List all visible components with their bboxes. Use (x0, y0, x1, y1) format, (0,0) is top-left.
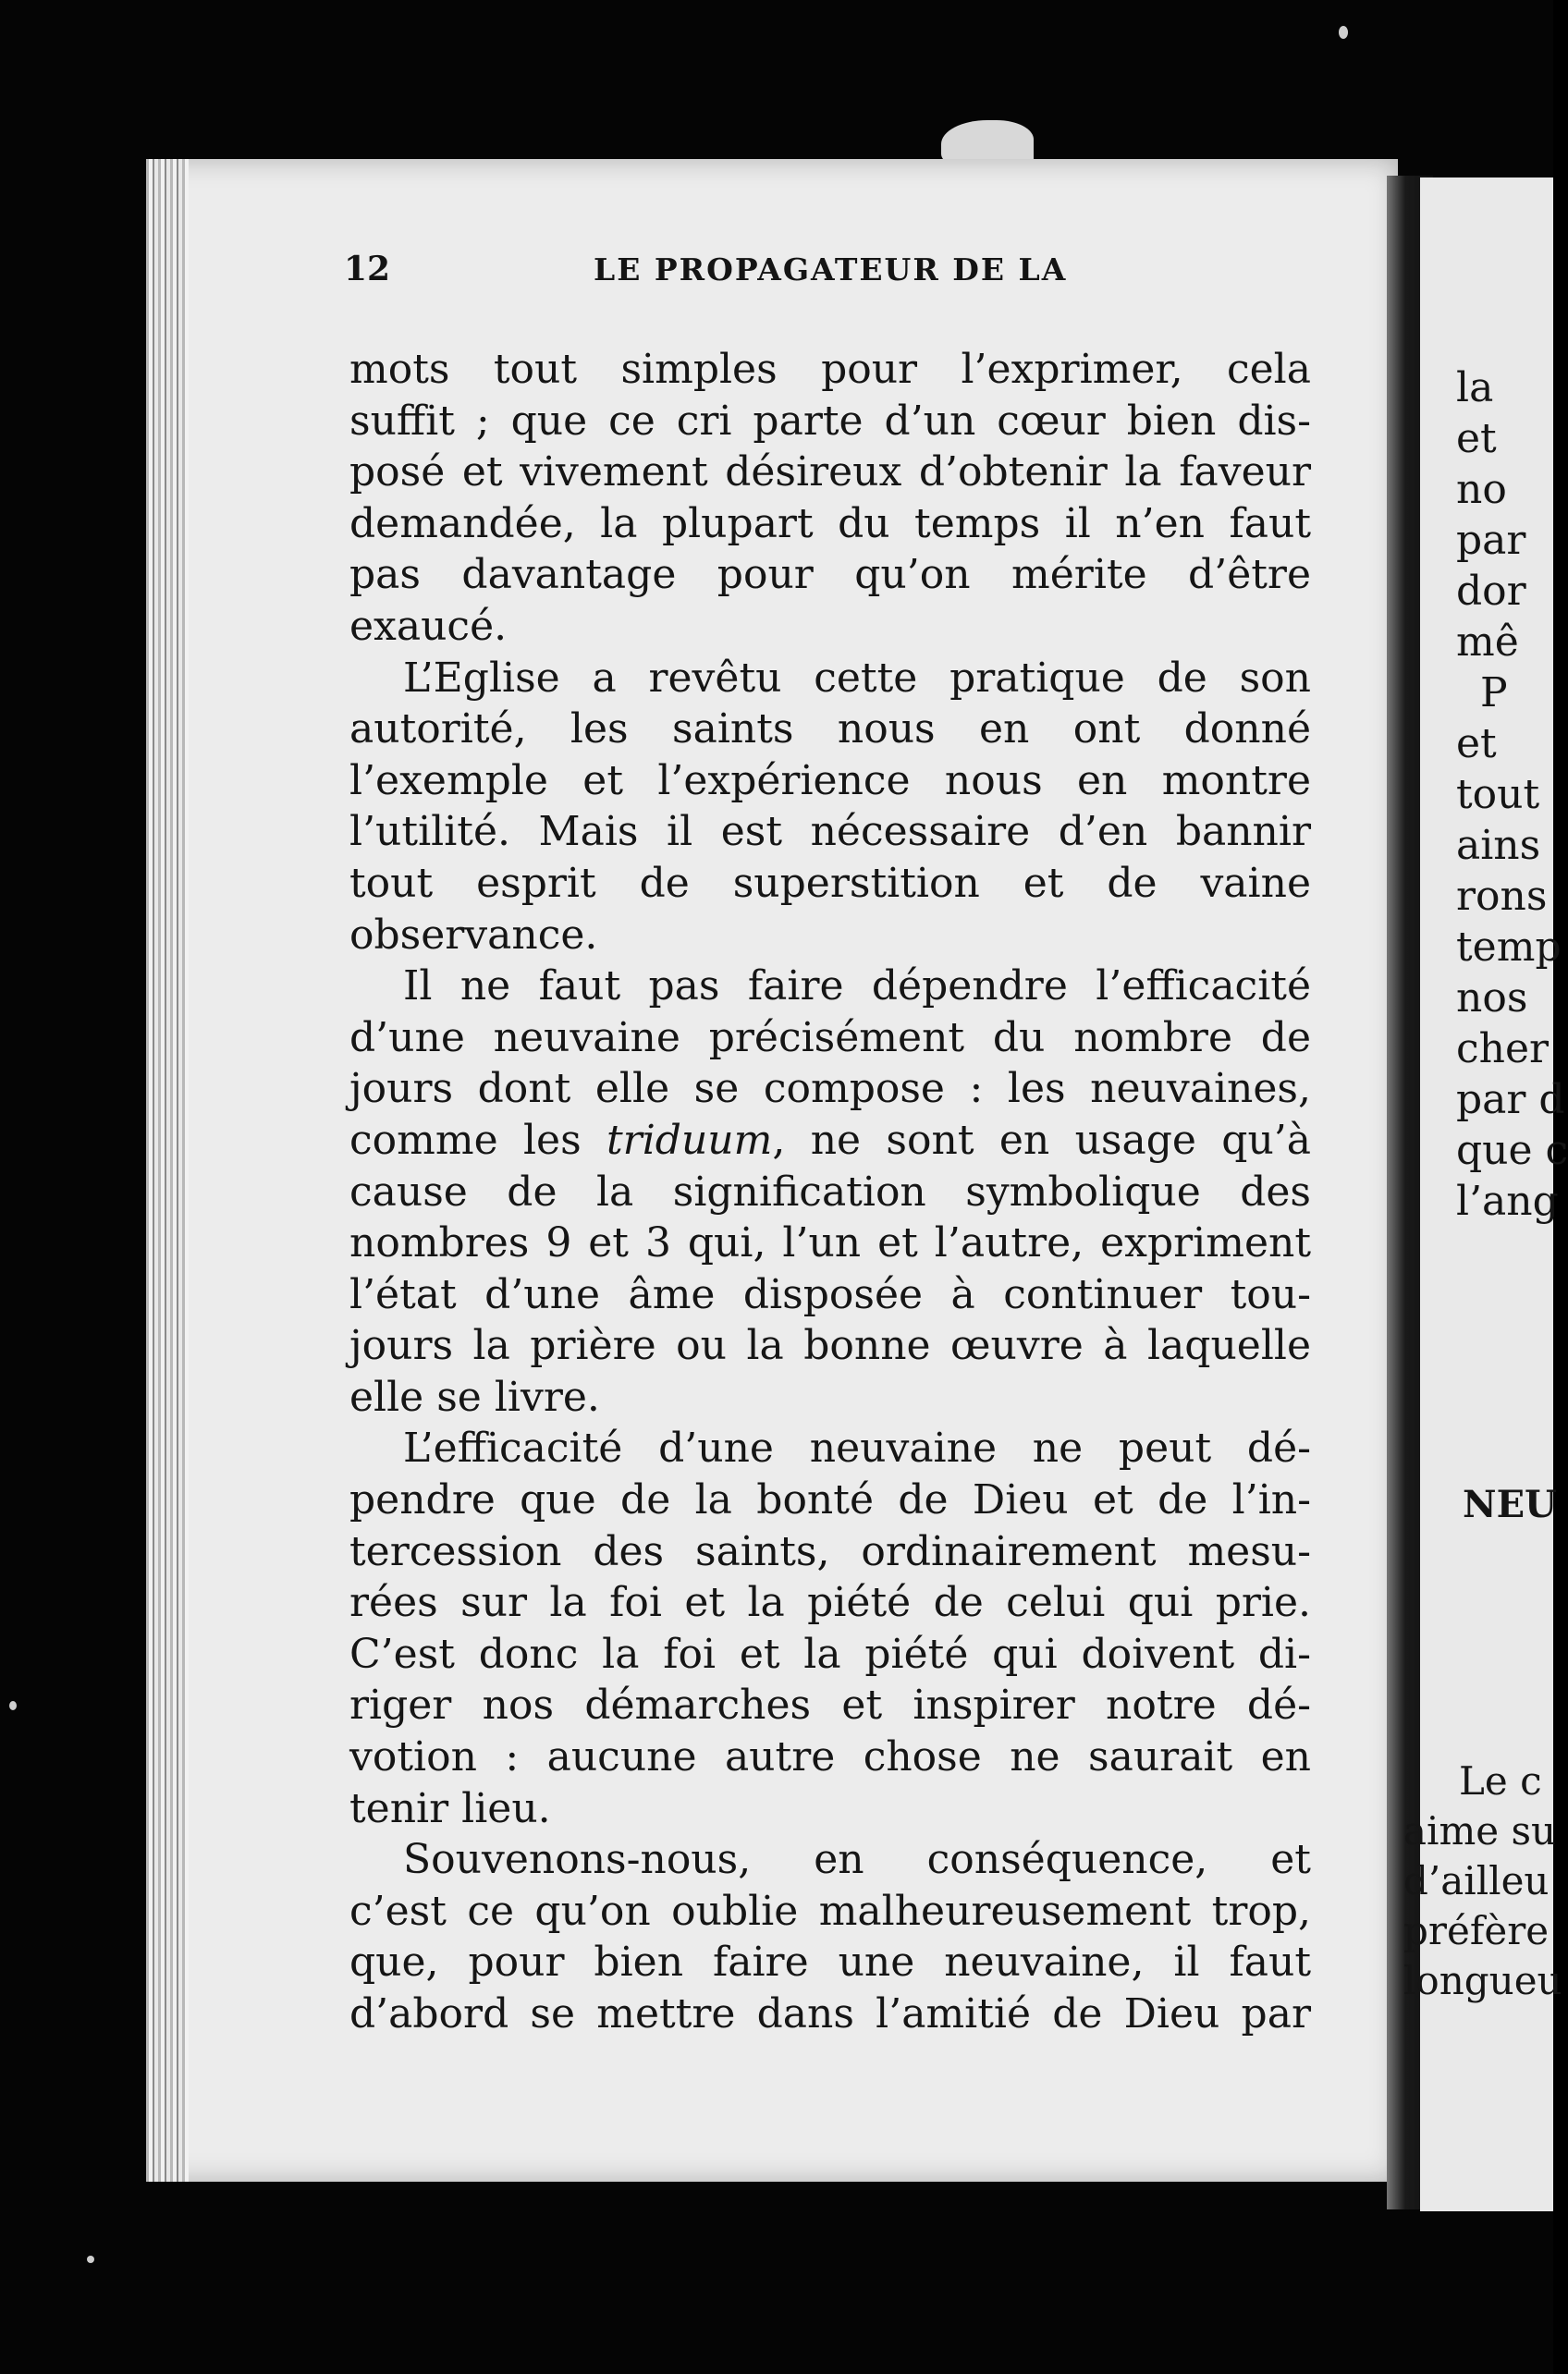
text-fragment: et (1456, 415, 1497, 462)
text-segment: , ne sont en usage qu’à (772, 1116, 1311, 1164)
text-line: posé et vivement désireux d’obtenir la faveur (349, 448, 1311, 496)
text-fragment: no (1456, 466, 1507, 513)
text-fragment: rons (1456, 873, 1548, 920)
text-line: rées sur la foi et la piété de celui qui prie. (349, 1579, 1311, 1627)
text-fragment: l’ang (1456, 1178, 1559, 1225)
text-line: cause de la signification symbolique des (349, 1168, 1311, 1216)
running-header (344, 250, 1324, 305)
text-line: votion : aucune autre chose ne saurait en (349, 1733, 1311, 1781)
text-line: c’est ce qu’on oublie malheureusement trop, (349, 1887, 1311, 1935)
text-fragment: nos (1456, 974, 1528, 1022)
text-fragment: mê (1456, 618, 1519, 666)
text-line: suffit ; que ce cri parte d’un cœur bien dis- (349, 397, 1311, 445)
text-line: Souvenons-nous, en conséquence, et (403, 1836, 1311, 1884)
text-line: observance. (349, 911, 598, 959)
text-fragment: dor (1456, 568, 1526, 615)
text-line: elle se livre. (349, 1373, 600, 1421)
text-fragment: P (1480, 669, 1508, 716)
text-fragment: longueu (1403, 1958, 1562, 2003)
text-line: L’Eglise a revêtu cette pratique de son (403, 654, 1311, 702)
text-fragment: temp (1456, 924, 1562, 971)
text-fragment: et (1456, 720, 1497, 767)
text-fragment: que c (1456, 1127, 1568, 1174)
text-fragment: tout (1456, 771, 1540, 818)
dust-speck (1339, 26, 1348, 39)
text-fragment: par (1456, 517, 1526, 564)
text-line: riger nos démarches et inspirer notre dé- (349, 1682, 1311, 1730)
text-line: exaucé. (349, 602, 508, 650)
text-line: d’une neuvaine précisément du nombre de (349, 1013, 1311, 1061)
text-segment: comme les (349, 1116, 606, 1164)
dust-speck (87, 2256, 94, 2263)
text-line: demandée, la plupart du temps il n’en faut (349, 499, 1311, 547)
text-line: tout esprit de superstition et de vaine (349, 859, 1311, 907)
text-line: L’efficacité d’une neuvaine ne peut dé- (403, 1425, 1311, 1473)
text-line: l’exemple et l’expérience nous en montre (349, 756, 1311, 804)
text-line: jours dont elle se compose : les neuvaines, (349, 1065, 1311, 1113)
text-line: que, pour bien faire une neuvaine, il faut (349, 1939, 1311, 1987)
text-line: l’état d’une âme disposée à continuer tou- (349, 1270, 1311, 1318)
text-line: l’utilité. Mais il est nécessaire d’en bannir (349, 808, 1311, 856)
text-fragment: par d (1456, 1076, 1565, 1123)
right-page-text-bottom (1403, 1756, 1562, 2006)
text-fragment: préfère (1403, 1908, 1550, 1953)
text-fragment: Le c (1459, 1758, 1542, 1804)
text-line: pas davantage pour qu’on mérite d’être (349, 551, 1311, 599)
text-fragment: cher (1456, 1025, 1550, 1072)
text-line: tercession des saints, ordinairement mesu- (349, 1527, 1311, 1575)
text-line: pendre que de la bonté de Dieu et de l’in- (349, 1476, 1311, 1524)
text-line: Il ne faut pas faire dépendre l’efficacité (403, 962, 1311, 1010)
text-line: mots tout simples pour l’exprimer, cela (349, 346, 1311, 393)
running-title: LE PROPAGATEUR DE LA (594, 251, 1068, 288)
dust-speck (9, 1701, 17, 1710)
text-line-with-italic (349, 1115, 1311, 1167)
italic-term: triduum (606, 1116, 773, 1164)
text-line: C’est donc la foi et la piété qui doivent di- (349, 1630, 1311, 1678)
text-fragment: la (1456, 364, 1494, 411)
text-line: d’abord se mettre dans l’amitié de Dieu par (349, 1990, 1311, 2037)
text-fragment: aime su (1403, 1808, 1557, 1854)
text-line: tenir lieu. (349, 1784, 551, 1832)
text-line: jours la prière ou la bonne œuvre à laquelle (349, 1322, 1311, 1370)
right-page-text-top (1456, 362, 1568, 1227)
text-line: autorité, les saints nous en ont donné (349, 705, 1311, 753)
text-line: nombres 9 et 3 qui, l’un et l’autre, expriment (349, 1219, 1311, 1267)
text-fragment: d’ailleu (1403, 1858, 1550, 1903)
page-edge-stack (146, 159, 189, 2182)
text-fragment: ains (1456, 822, 1541, 869)
right-page-heading: NEU (1463, 1483, 1557, 1526)
page-number: 12 (344, 250, 391, 288)
body-text (349, 344, 1311, 2040)
